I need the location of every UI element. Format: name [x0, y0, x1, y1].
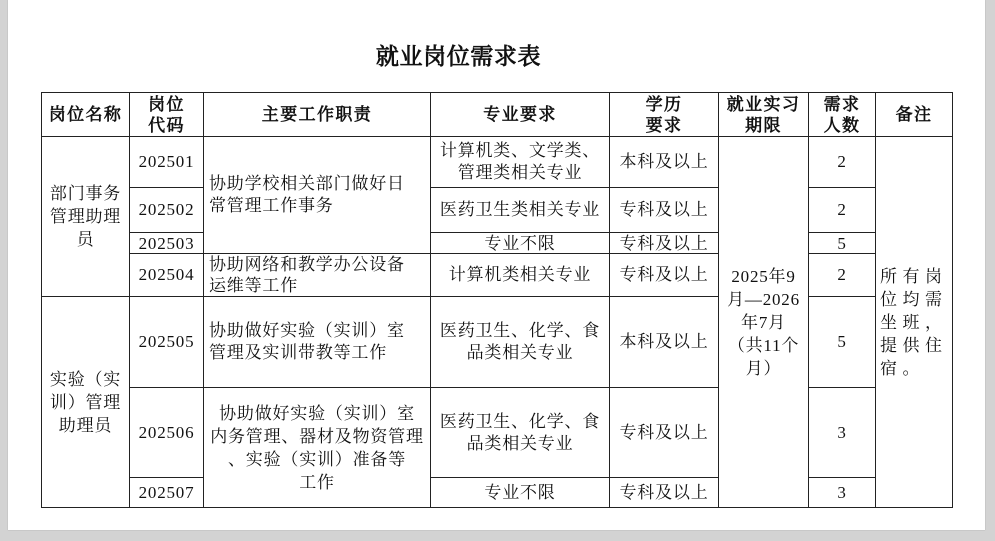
cell-education-requirement: 本科及以上 [610, 297, 719, 388]
cell-position-code: 202503 [130, 233, 204, 254]
cell-major-requirement: 专业不限 [431, 478, 610, 508]
job-requirements-table [41, 92, 953, 508]
cell-main-duties: 协助网络和教学办公设备 运维等工作 [204, 254, 431, 297]
table-row [42, 233, 953, 254]
cell-position-name: 部门事务 管理助理 员 [42, 137, 130, 297]
header-main-duties: 主要工作职责 [204, 93, 431, 137]
cell-education-requirement: 专科及以上 [610, 254, 719, 297]
cell-major-requirement: 医药卫生、化学、食 品类相关专业 [431, 297, 610, 388]
cell-position-code: 202507 [130, 478, 204, 508]
cell-education-requirement: 专科及以上 [610, 233, 719, 254]
cell-position-code: 202502 [130, 188, 204, 233]
header-headcount: 需求 人数 [809, 93, 876, 137]
cell-headcount: 5 [809, 233, 876, 254]
header-position-name: 岗位名称 [42, 93, 130, 137]
cell-education-requirement: 专科及以上 [610, 188, 719, 233]
cell-major-requirement: 计算机类、文学类、 管理类相关专业 [431, 137, 610, 188]
document-page [8, 0, 985, 530]
cell-position-name: 实验（实 训）管理 助理员 [42, 297, 130, 508]
cell-headcount: 2 [809, 137, 876, 188]
cell-headcount: 3 [809, 388, 876, 478]
cell-main-duties: 协助学校相关部门做好日 常管理工作事务 [204, 137, 431, 254]
cell-headcount: 5 [809, 297, 876, 388]
cell-major-requirement: 医药卫生类相关专业 [431, 188, 610, 233]
cell-position-code: 202504 [130, 254, 204, 297]
cell-position-code: 202501 [130, 137, 204, 188]
header-row [42, 93, 953, 137]
header-education-requirement: 学历 要求 [610, 93, 719, 137]
cell-major-requirement: 计算机类相关专业 [431, 254, 610, 297]
table-row [42, 188, 953, 233]
header-major-requirement: 专业要求 [431, 93, 610, 137]
cell-internship-period: 2025年9 月—2026 年7月 （共11个 月） [719, 137, 809, 508]
header-internship-period: 就业实习 期限 [719, 93, 809, 137]
cell-education-requirement: 专科及以上 [610, 478, 719, 508]
header-remarks: 备注 [876, 93, 953, 137]
cell-main-duties: 协助做好实验（实训）室 管理及实训带教等工作 [204, 297, 431, 388]
cell-headcount: 2 [809, 254, 876, 297]
cell-headcount: 2 [809, 188, 876, 233]
cell-remarks: 所有岗 位均需 坐班， 提供住 宿。 [876, 137, 953, 508]
cell-education-requirement: 本科及以上 [610, 137, 719, 188]
cell-education-requirement: 专科及以上 [610, 388, 719, 478]
cell-main-duties: 协助做好实验（实训）室 内务管理、器材及物资管理 、实验（实训）准备等 工作 [204, 388, 431, 508]
table-row [42, 297, 953, 388]
cell-position-code: 202505 [130, 297, 204, 388]
table-row [42, 478, 953, 508]
cell-major-requirement: 医药卫生、化学、食 品类相关专业 [431, 388, 610, 478]
table-row [42, 388, 953, 478]
page-title: 就业岗位需求表 [375, 44, 542, 69]
table-row [42, 254, 953, 297]
cell-position-code: 202506 [130, 388, 204, 478]
header-position-code: 岗位 代码 [130, 93, 204, 137]
cell-major-requirement: 专业不限 [431, 233, 610, 254]
table-row [42, 137, 953, 188]
cell-headcount: 3 [809, 478, 876, 508]
